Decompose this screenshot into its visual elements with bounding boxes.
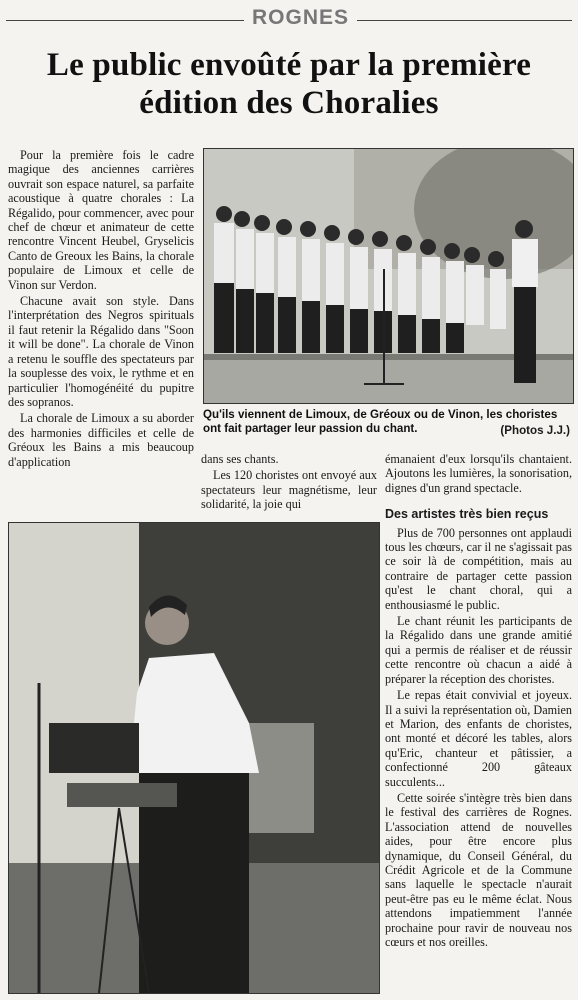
- paragraph: Le chant réunit les participants de la Régalido dans une grande amitié qui a permis de réaliser et de réussir cette rencontre où chacun a aidé à préparer la réception des choristes.: [385, 614, 572, 686]
- paragraph: dans ses chants.: [201, 452, 279, 466]
- rubric-label: ROGNES: [244, 6, 357, 30]
- choir-photo-drawing: [204, 149, 573, 403]
- paragraph: La chorale de Limoux a su aborder des harmonies difficiles et celle de Gréoux les Bains a mis beaucoup d'application: [8, 411, 194, 469]
- paragraph: Cette soirée s'intègre très bien dans le festival des carrières de Rognes. L'association attend de nouvelles aides, pour être encore plus dynamique, du Conseil Général, du Crédit Agricole et de la Commune sans laquelle le spectacle n'aurait peut-être pas eu le même éclat. Nous attendons impatiemment l'année prochaine pour ravir de nouveau nos cœurs et nos oreilles.: [385, 790, 572, 949]
- section-rubric: [6, 4, 572, 34]
- paragraph: émanaient d'eux lorsqu'ils chantaient. Ajoutons les lumières, la sonorisation, dignes d'un grand spectacle.: [385, 452, 572, 495]
- photo-caption: Qu'ils viennent de Limoux, de Gréoux ou de Vinon, les choristes ont fait partager leur passion du chant.: [203, 408, 558, 435]
- conductor-photo: [8, 522, 380, 994]
- headline: Le public envoûté par la première édition des Choralies: [46, 47, 532, 121]
- choir-photo: [203, 148, 574, 404]
- paragraph: Plus de 700 personnes ont applaudi tous les chœurs, car il ne s'agissait pas ce soir là de compétition, mais au contraire de partager cette passion qu'est le chant choral, qui a enthousiasmé le public.: [385, 525, 572, 612]
- paragraph: Chacune avait son style. Dans l'interprétation des Negros spirituals il faut retenir la Régalido dans "Soon it will be done". La chorale de Vinon a retenu le souffle des spectateurs par la souplesse des voix, le rythme et en particulier l'homogénéité du pupitre des sopranos.: [8, 294, 194, 409]
- article-column-3: [385, 452, 572, 949]
- photo-credit: (Photos J.J.): [500, 424, 570, 437]
- article-column-1: [8, 148, 194, 469]
- section-subhead: Des artistes très bien reçus: [385, 507, 549, 522]
- paragraph: Le repas était convivial et joyeux. Il a suivi la représentation où, Damien et Marion, des enfants de choristes, ont monté et décoré les tables, alors qu'Eric, chanteur et pâtissier, a confectionné 200 gâteaux succulents...: [385, 688, 572, 789]
- article-column-2: [201, 452, 377, 512]
- paragraph: Pour la première fois le cadre magique des anciennes carrières ouvrait son espace naturel, sa parfaite acoustique à quatre chorales : La Régalido, pour commencer, avec pour chef de chœur et animateur de cette rencontre Vincent Heubel, Gryselicis Canto de Greoux les Bains, la chorale populaire de Limoux et celle de Vinon sur Verdon.: [8, 148, 194, 292]
- conductor-photo-drawing: [9, 523, 379, 993]
- paragraph: Les 120 choristes ont envoyé aux spectateurs leur magnétisme, leur solidarité, la joie qui: [201, 468, 377, 512]
